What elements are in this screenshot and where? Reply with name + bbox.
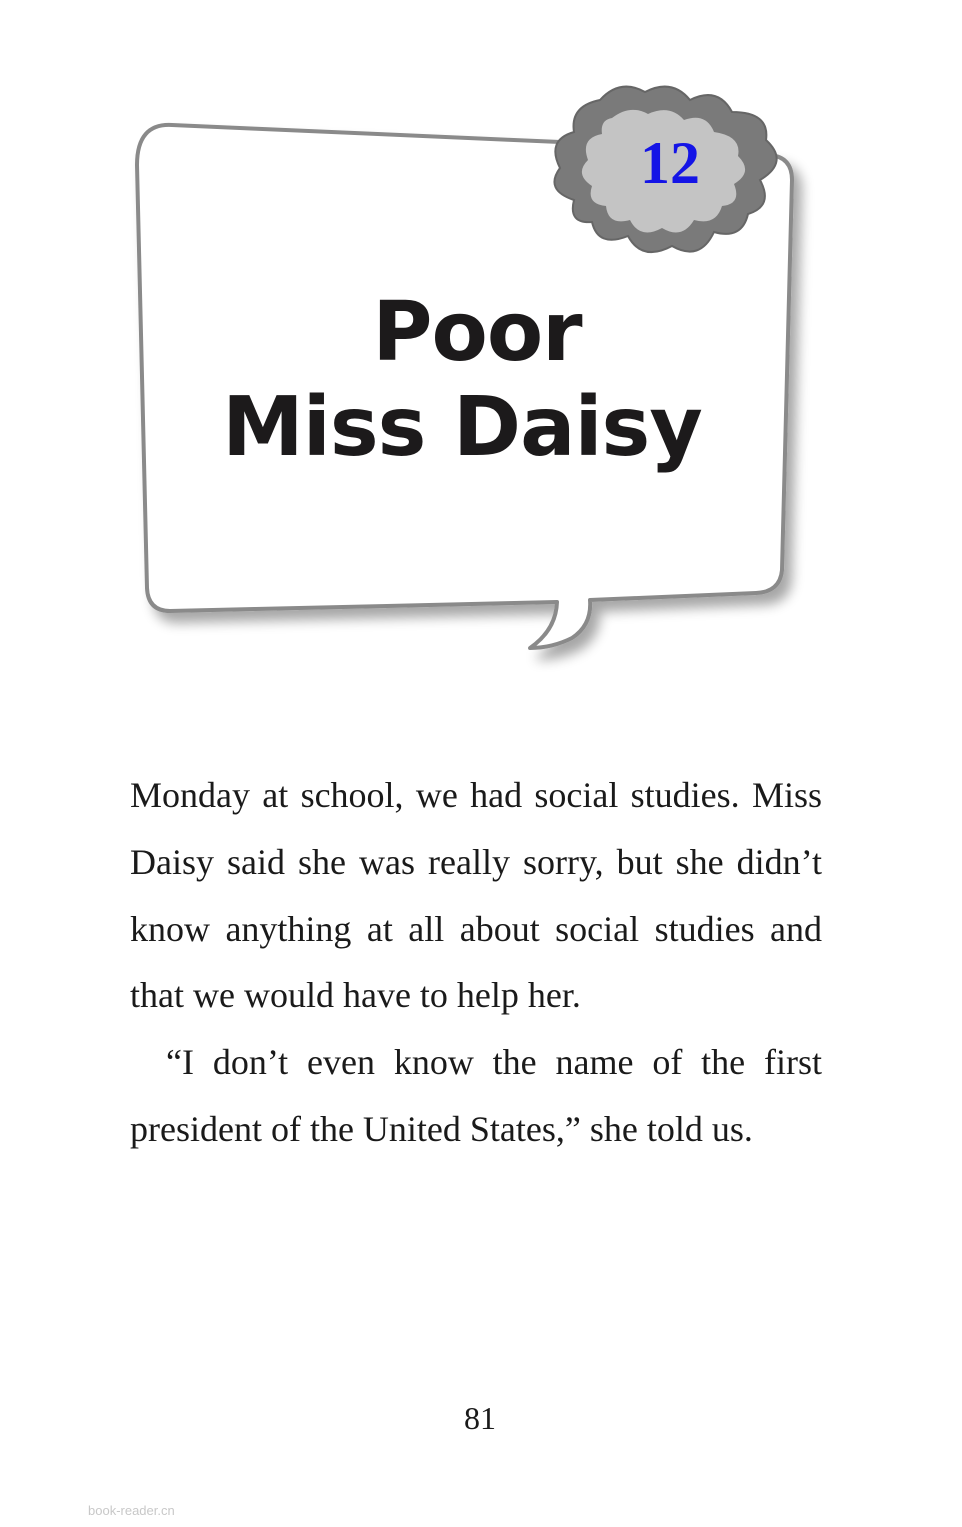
chapter-heading-art xyxy=(0,0,962,700)
chapter-number: 12 xyxy=(640,130,700,196)
body-text xyxy=(130,762,822,1163)
watermark: book-reader.cn xyxy=(88,1503,175,1518)
page-number: 81 xyxy=(464,1400,496,1436)
chapter-title-line-2: Miss Daisy xyxy=(222,380,702,475)
chapter-title xyxy=(160,285,790,478)
paragraph: “I don’t even know the name of the first president of the United States,” she told us. xyxy=(130,1042,822,1149)
chapter-title-line-1: Poor xyxy=(372,285,582,380)
paragraph: Monday at school, we had social studies. Miss Daisy said she was really sorry, but she didn’t know anything at all about social studies and that we would have to help her. xyxy=(130,775,822,1016)
